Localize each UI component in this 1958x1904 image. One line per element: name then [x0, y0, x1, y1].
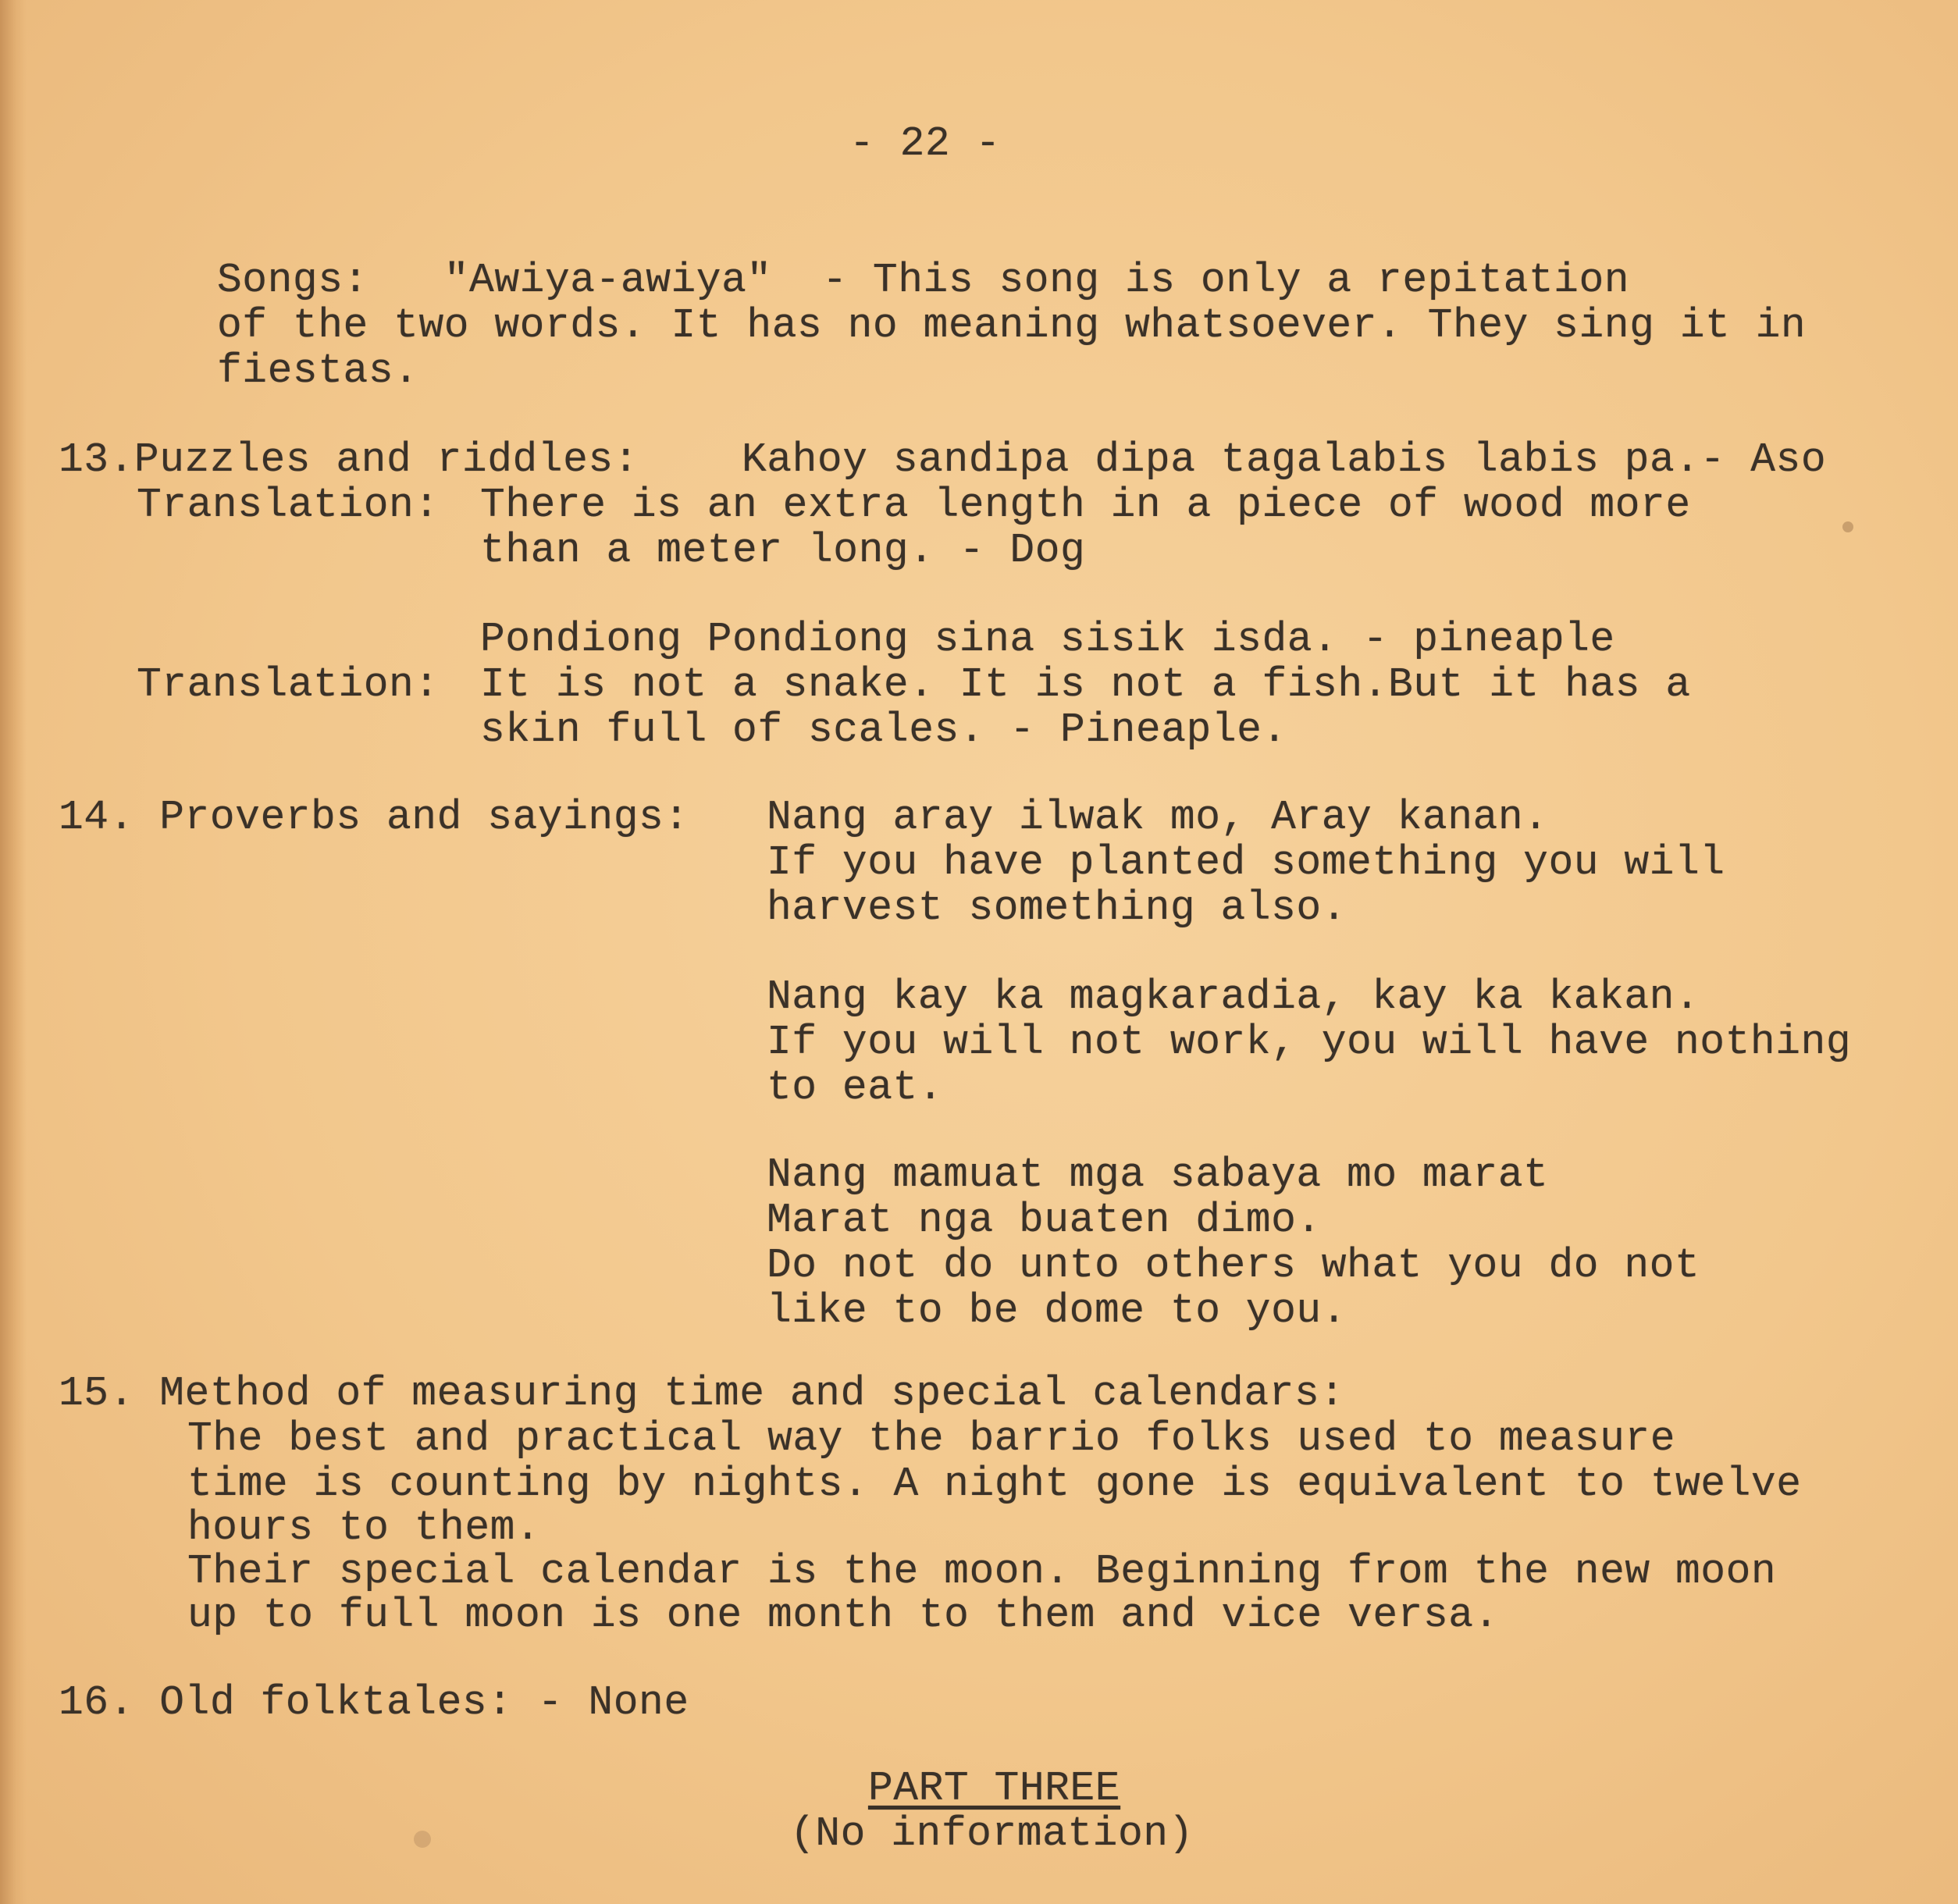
- proverb-2-line-3: to eat.: [767, 1064, 944, 1111]
- calendar-line-3: hours to them.: [187, 1504, 541, 1551]
- translation-1-line-1: There is an extra length in a piece of wood more: [480, 482, 1691, 528]
- page-number: - 22 -: [849, 120, 1001, 167]
- calendar-line-5: up to full moon is one month to them and vice versa.: [187, 1592, 1499, 1639]
- proverbs-heading: 14. Proverbs and sayings:: [59, 794, 689, 841]
- folktales-line: 16. Old folktales: - None: [59, 1679, 689, 1726]
- calendar-line-1: The best and practical way the barrio folks used to measure: [187, 1415, 1676, 1462]
- calendar-line-2: time is counting by nights. A night gone is equivalent to twelve: [187, 1461, 1802, 1507]
- calendar-heading: 15. Method of measuring time and special calendars:: [59, 1370, 1345, 1417]
- calendar-line-4: Their special calendar is the moon. Beginning from the new moon: [187, 1548, 1777, 1595]
- translation-label-1: Translation:: [137, 482, 440, 528]
- songs-line-1: Songs: "Awiya-awiya" - This song is only a repitation: [217, 257, 1630, 304]
- songs-line-3: fiestas.: [217, 347, 419, 394]
- proverb-1-line-3: harvest something also.: [767, 884, 1347, 931]
- ink-smudge: [1842, 521, 1853, 532]
- part-three-note: (No information): [790, 1810, 1194, 1857]
- translation-2-line-1: It is not a snake. It is not a fish.But it has a: [480, 661, 1691, 708]
- proverb-3-line-4: like to be dome to you.: [767, 1287, 1347, 1334]
- proverb-1-line-1: Nang aray ilwak mo, Aray kanan.: [767, 794, 1549, 841]
- translation-label-2: Translation:: [137, 661, 440, 708]
- proverb-2-line-1: Nang kay ka magkaradia, kay ka kakan.: [767, 973, 1700, 1020]
- songs-line-2: of the two words. It has no meaning whatsoever. They sing it in: [217, 302, 1807, 349]
- translation-1-line-2: than a meter long. - Dog: [480, 527, 1086, 574]
- ink-smudge: [414, 1831, 431, 1848]
- proverb-1-line-2: If you have planted something you will: [767, 839, 1725, 886]
- riddle-1-text: Kahoy sandipa dipa tagalabis labis pa.- Aso: [742, 436, 1827, 483]
- proverb-2-line-2: If you will not work, you will have nothing: [767, 1019, 1852, 1066]
- proverb-3-line-3: Do not do unto others what you do not: [767, 1242, 1700, 1289]
- part-three-title: PART THREE: [868, 1765, 1121, 1812]
- riddle-2-text: Pondiong Pondiong sina sisik isda. - pineaple: [480, 616, 1615, 663]
- proverb-3-line-2: Marat nga buaten dimo.: [767, 1197, 1322, 1244]
- riddles-heading: 13.Puzzles and riddles:: [59, 436, 639, 483]
- proverb-3-line-1: Nang mamuat mga sabaya mo marat: [767, 1151, 1549, 1198]
- translation-2-line-2: skin full of scales. - Pineaple.: [480, 706, 1287, 753]
- page-edge-shadow: [0, 0, 27, 1904]
